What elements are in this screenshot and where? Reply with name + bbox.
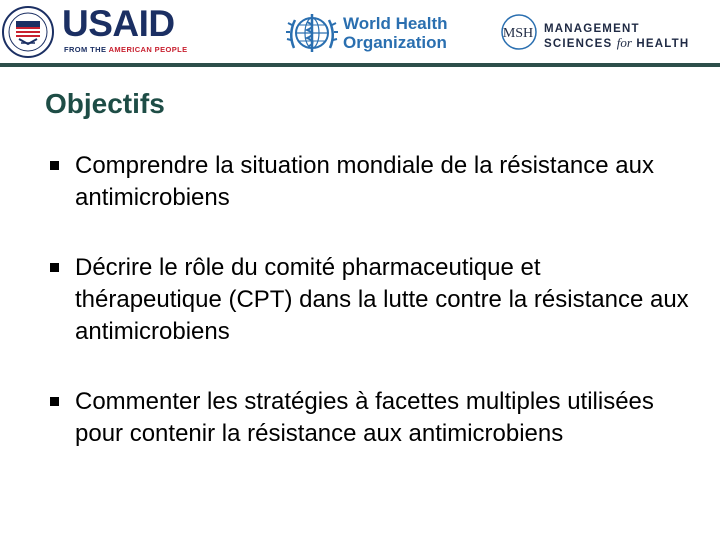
who-wordmark-line2: Organization	[343, 33, 447, 52]
objective-text: Commenter les stratégies à facettes multiples utilisées pour contenir la résistance aux antimicrobiens	[75, 388, 654, 447]
slide-title: Objectifs	[45, 88, 165, 119]
msh-wordmark-line1: MANAGEMENT	[544, 23, 640, 35]
bullet-square-icon	[50, 263, 59, 272]
objective-text: Décrire le rôle du comité pharmaceutique et thérapeutique (CPT) dans la lutte contre la résistance aux antimicrobiens	[75, 254, 689, 345]
objectives-list	[50, 150, 690, 450]
bullet-square-icon	[50, 397, 59, 406]
msh-wordmark-line2	[544, 36, 689, 51]
who-wordmark	[343, 14, 448, 52]
msh-wordmark	[544, 22, 689, 51]
objective-text: Comprendre la situation mondiale de la résistance aux antimicrobiens	[75, 152, 654, 211]
header-divider	[0, 63, 720, 67]
msh-mark-icon	[498, 12, 538, 52]
bullet-square-icon	[50, 161, 59, 170]
usaid-tagline-from: FROM THE	[64, 45, 109, 54]
objective-item	[50, 252, 690, 348]
usaid-tagline-people: AMERICAN PEOPLE	[108, 45, 188, 54]
msh-mark-text: MSH	[502, 26, 534, 41]
usaid-wordmark: USAID	[62, 3, 175, 44]
who-wordmark-line1: World Health	[343, 14, 448, 33]
objective-item	[50, 150, 690, 214]
usaid-tagline	[64, 45, 188, 54]
usaid-logo	[2, 3, 192, 58]
msh-logo	[498, 10, 708, 54]
usaid-seal-icon	[2, 6, 54, 58]
objective-item	[50, 386, 690, 450]
who-emblem-icon	[285, 8, 339, 58]
who-logo	[285, 8, 450, 58]
logo-bar	[0, 0, 720, 64]
msh-wordmark-sciences: SCIENCES	[544, 38, 617, 50]
msh-wordmark-for: for	[616, 35, 632, 50]
msh-wordmark-health: HEALTH	[631, 38, 690, 50]
